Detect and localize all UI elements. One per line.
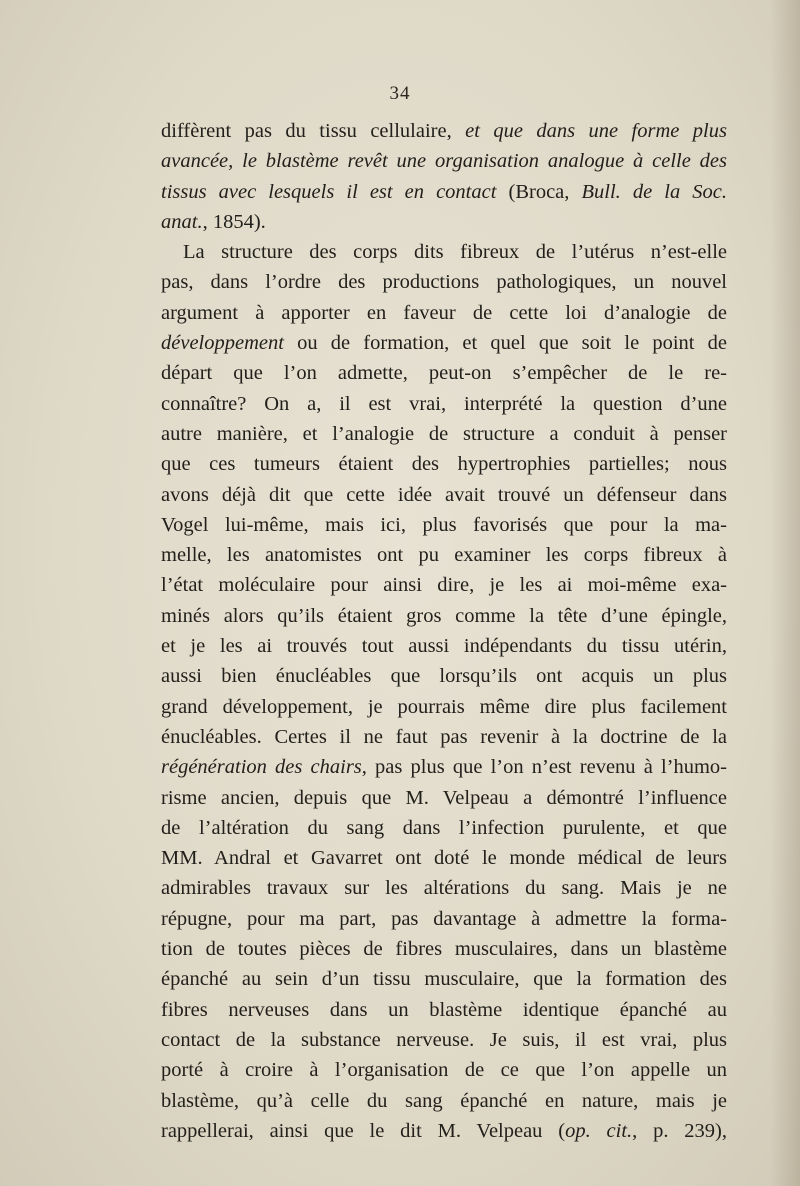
italic-text-segment: développement: [161, 332, 284, 355]
text-line: [161, 692, 727, 722]
text-segment: minés alors qu’ils étaient gros comme la tête d’une épingle,: [161, 604, 727, 627]
text-line: [161, 783, 727, 813]
italic-text-segment: régénération des chairs: [161, 756, 362, 779]
text-segment: départ que l’on admette, peut-on s’empêcher de le re-: [161, 362, 727, 385]
text-line: [161, 904, 727, 934]
text-segment: ou de formation, et quel que soit le point de: [283, 332, 727, 355]
text-line: [161, 177, 727, 207]
text-line: [161, 237, 727, 267]
text-line: [161, 146, 727, 176]
text-segment: admirables travaux sur les altérations du sang. Mais je ne: [161, 877, 727, 900]
text-segment: que ces tumeurs étaient des hypertrophies partielles; nous: [161, 453, 727, 476]
text-segment: épanché au sein d’un tissu musculaire, que la formation des: [161, 968, 727, 991]
text-segment: MM. Andral et Gavarret ont doté le monde médical de leurs: [161, 847, 727, 870]
text-line: [161, 480, 727, 510]
text-line: [161, 449, 727, 479]
text-segment: aussi bien énucléables que lorsqu’ils ont acquis un plus: [161, 665, 727, 688]
text-line: [161, 540, 727, 570]
text-segment: de l’altération du sang dans l’infection purulente, et que: [161, 816, 727, 839]
text-line: [161, 722, 727, 752]
italic-text-segment: et que dans une forme plus: [465, 120, 727, 142]
text-segment: porté à croire à l’organisation de ce que l’on appelle un: [161, 1059, 727, 1082]
text-segment: , 1854).: [202, 210, 266, 233]
text-line: [161, 601, 727, 631]
text-line: [161, 207, 727, 237]
italic-text-segment: anat.: [161, 210, 203, 233]
text-segment: , pas plus que l’on n’est revenu à l’humo-: [361, 756, 727, 779]
text-line: [161, 510, 727, 540]
text-segment: La structure des corps dits fibreux de l’utérus n’est-elle: [183, 241, 727, 264]
text-line: [161, 661, 727, 691]
text-line: [161, 358, 727, 388]
italic-text-segment: Bull. de la Soc.: [581, 180, 727, 203]
text-line: [161, 570, 727, 600]
italic-text-segment: avancée, le blastème revêt une organisation analogue à celle des: [161, 150, 727, 173]
text-segment: avons déjà dit que cette idée avait trouvé un défenseur dans: [161, 483, 727, 506]
text-segment: répugne, pour ma part, pas davantage à admettre la forma-: [161, 907, 727, 930]
text-segment: l’état moléculaire pour ainsi dire, je les ai moi-même exa-: [161, 574, 727, 597]
text-line: [161, 328, 727, 358]
text-line: [161, 995, 727, 1025]
text-line: [161, 298, 727, 328]
text-segment: grand développement, je pourrais même dire plus facilement: [161, 695, 727, 718]
text-segment: argument à apporter en faveur de cette loi d’analogie de: [161, 301, 727, 324]
text-line: [161, 116, 727, 146]
text-segment: fibres nerveuses dans un blastème identique épanché au: [161, 998, 727, 1021]
text-line: [161, 1055, 727, 1085]
italic-text-segment: tissus avec lesquels il est en contact: [161, 180, 497, 203]
text-segment: tion de toutes pièces de fibres musculaires, dans un blastème: [161, 938, 727, 961]
text-line: [161, 267, 727, 297]
text-segment: , p. 239),: [632, 1119, 727, 1142]
page-number: 34: [389, 83, 411, 104]
text-segment: (Broca,: [496, 180, 582, 203]
text-segment: connaître? On a, il est vrai, interprété la question d’une: [161, 392, 727, 415]
text-segment: Vogel lui-même, mais ici, plus favorisés que pour la ma-: [161, 513, 727, 536]
text-segment: énucléables. Certes il ne faut pas revenir à la doctrine de la: [161, 725, 727, 748]
page-edge-shadow: [770, 0, 800, 1186]
text-line: [161, 873, 727, 903]
text-segment: melle, les anatomistes ont pu examiner les corps fibreux à: [161, 544, 727, 567]
text-line: [161, 934, 727, 964]
text-line: [161, 1116, 727, 1146]
text-line: [161, 1086, 727, 1116]
italic-text-segment: op. cit.: [565, 1119, 633, 1142]
text-segment: rappellerai, ainsi que le dit M. Velpeau (: [161, 1119, 566, 1142]
text-segment: et je les ai trouvés tout aussi indépendants du tissu utérin,: [161, 635, 727, 658]
text-line: [161, 631, 727, 661]
text-line: [161, 1025, 727, 1055]
text-line: [161, 752, 727, 782]
text-line: [161, 964, 727, 994]
text-line: [161, 389, 727, 419]
text-line: [161, 419, 727, 449]
text-segment: autre manière, et l’analogie de structure a conduit à penser: [161, 422, 727, 445]
body-text: [161, 116, 727, 1146]
text-segment: risme ancien, depuis que M. Velpeau a démontré l’influence: [161, 786, 727, 809]
text-segment: contact de la substance nerveuse. Je suis, il est vrai, plus: [161, 1028, 727, 1051]
text-line: [161, 843, 727, 873]
text-segment: blastème, qu’à celle du sang épanché en nature, mais je: [161, 1089, 727, 1112]
text-line: [161, 813, 727, 843]
text-segment: pas, dans l’ordre des productions pathologiques, un nouvel: [161, 271, 727, 294]
text-segment: diffèrent pas du tissu cellulaire,: [161, 120, 466, 142]
